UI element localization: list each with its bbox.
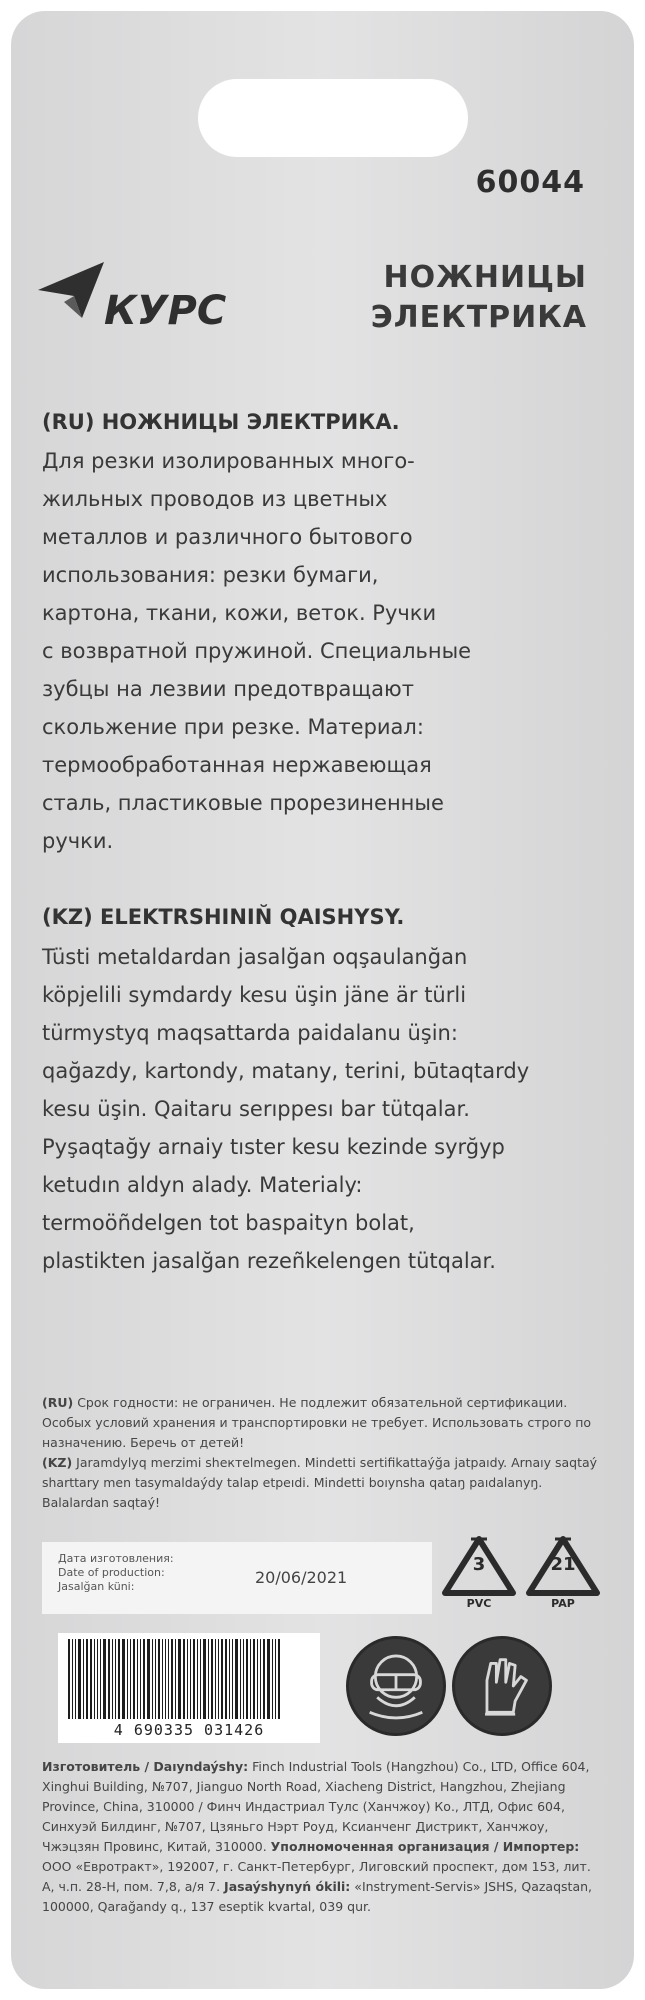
barcode-bar xyxy=(278,1639,280,1719)
ru-line: картона, ткани, кожи, веток. Ручки xyxy=(42,601,437,625)
barcode-bar xyxy=(187,1639,188,1719)
barcode-bar xyxy=(122,1639,125,1719)
kz-description xyxy=(42,938,602,1280)
maker-text: Finch Industrial Tools (Hangzhou) Co., LTD, Office 604, Xinghui Building, №707, Jianguo North Road, Xiacheng District, Hangzhou, Zhejiang Province, China, 310000 / Финч Индастриал Тулс (Ханчжоу) Ко., ЛТД, Офис 604, Синхуэй Билдинг, №707, Цзяньго Нэрт Роуд, Ксианченг Дистрикт, Ханчжоу, Чжэцзян Провинс, Китай, 310000. xyxy=(42,1759,590,1854)
barcode-bar xyxy=(158,1639,160,1719)
barcode-bar xyxy=(155,1639,156,1719)
kz-rep-text: «Instryment-Servis» JSHS, Qazaqstan, 100000, Qarağandy q., 137 eseptik kvartal, 039 qur. xyxy=(42,1879,592,1914)
manufacturer-info xyxy=(42,1757,602,1917)
barcode-bar xyxy=(103,1639,106,1719)
barcode-bar xyxy=(221,1639,223,1719)
barcode-bar xyxy=(127,1639,128,1719)
ru-description xyxy=(42,442,602,860)
kz-line: qağazdy, kartondy, matany, terini, būtaqtardy xyxy=(42,1059,530,1083)
goggles-icon xyxy=(346,1636,446,1736)
kz-line: türmystyq maqsattarda paidalanu üşin: xyxy=(42,1021,458,1045)
kz-line: Pyşaqtağy arnaiy tıster kesu kezinde syrğyp xyxy=(42,1135,505,1159)
kz-line: Tüsti metaldardan jasalğan oqşaulanğan xyxy=(42,945,468,969)
ru-line: металлов и различного бытового xyxy=(42,525,413,549)
logo-arrow-icon xyxy=(38,262,104,318)
production-date-box xyxy=(42,1542,432,1614)
barcode-bar xyxy=(229,1639,230,1719)
ru-line: жильных проводов из цветных xyxy=(42,487,388,511)
barcode-bar xyxy=(246,1639,248,1719)
kz-note-text: Jaramdylyq merzimi sheктelmegen. Mindetti sertifikattaýğa jatpaıdy. Arnaıy saqtaý sharttary men tasymaldaýdy talap etpeıdi. Mindetti boıynsha qataŋ paıdalanyŋ. Balalardan saqtaý! xyxy=(42,1455,598,1510)
title-line-1: НОЖНИЦЫ xyxy=(383,260,587,295)
barcode-bar xyxy=(260,1639,261,1719)
ru-heading: (RU) НОЖНИЦЫ ЭЛЕКТРИКА. xyxy=(42,410,400,434)
barcode-bar xyxy=(218,1639,219,1719)
barcode-bar xyxy=(171,1639,173,1719)
barcode-bar xyxy=(108,1639,110,1719)
barcode-bar xyxy=(94,1639,95,1719)
date-label-kz: Jasalğan küni: xyxy=(58,1580,135,1593)
ru-line: Для резки изолированных много- xyxy=(42,449,415,473)
barcode-bar xyxy=(168,1639,169,1719)
date-label-en: Date of production: xyxy=(58,1566,165,1579)
barcode-bar xyxy=(235,1639,238,1719)
recycle-code: 21 xyxy=(550,1554,576,1575)
barcode-bar xyxy=(203,1639,206,1719)
ru-line: ручки. xyxy=(42,829,114,853)
kz-note xyxy=(42,1453,602,1513)
barcode-bar xyxy=(225,1639,227,1719)
barcode-bar xyxy=(253,1639,255,1719)
maker-label: Изготовитель / Daıyndaýshy: xyxy=(42,1759,249,1774)
hang-hole xyxy=(198,79,468,157)
barcode-bar xyxy=(100,1639,101,1719)
barcode-bar xyxy=(211,1639,213,1719)
production-date-labels xyxy=(58,1552,174,1594)
recycle-label: PAP xyxy=(551,1597,575,1610)
glove-icon xyxy=(452,1636,552,1736)
barcode-bar xyxy=(178,1639,181,1719)
ru-line: с возвратной пружиной. Специальные xyxy=(42,639,472,663)
kz-line: termoöñdelgen tot baspaityn bolat, xyxy=(42,1211,415,1235)
barcode-bar xyxy=(137,1639,138,1719)
ru-line: использования: резки бумаги, xyxy=(42,563,379,587)
barcode-bar xyxy=(140,1639,141,1719)
barcode-bar xyxy=(215,1639,216,1719)
barcode-bar xyxy=(147,1639,150,1719)
barcode-bar xyxy=(183,1639,185,1719)
barcode-bar xyxy=(112,1639,113,1719)
barcode-bar xyxy=(78,1639,81,1719)
barcode-bar xyxy=(118,1639,120,1719)
kz-line: kesu üşin. Qaitaru serıppesı bar tütqalar. xyxy=(42,1097,470,1121)
kz-note-tag: (KZ) xyxy=(42,1455,73,1470)
barcode-bar xyxy=(243,1639,244,1719)
barcode-bar xyxy=(232,1639,233,1719)
barcode-bar xyxy=(267,1639,270,1719)
barcode xyxy=(58,1633,320,1743)
recycle-mark-pap xyxy=(522,1535,604,1620)
ru-note-text: Срок годности: не ограничен. Не подлежит обязательной сертификации. Особых условий хранения и транспортировки не требует. Использовать строго по назначению. Беречь от детей! xyxy=(42,1395,592,1450)
barcode-bar xyxy=(257,1639,258,1719)
barcode-bar xyxy=(193,1639,195,1719)
title-line-2: ЭЛЕКТРИКА xyxy=(370,300,587,335)
ru-line: сталь, пластиковые прорезиненные xyxy=(42,791,444,815)
kz-rep-label: Jasaýshynyń ókili: xyxy=(224,1879,351,1894)
kz-line: ketudın aldyn alady. Materialy: xyxy=(42,1173,363,1197)
barcode-bar xyxy=(133,1639,135,1719)
barcode-bar xyxy=(152,1639,153,1719)
barcode-bar xyxy=(162,1639,163,1719)
recycle-mark-pvc xyxy=(438,1535,520,1620)
barcode-bar xyxy=(143,1639,145,1719)
brand-name: КУРС xyxy=(104,288,227,334)
barcode-bar xyxy=(75,1639,76,1719)
barcode-bar xyxy=(263,1639,265,1719)
barcode-bar xyxy=(197,1639,198,1719)
date-label-ru: Дата изготовления: xyxy=(58,1552,174,1565)
barcode-bar xyxy=(130,1639,131,1719)
barcode-bar xyxy=(86,1639,88,1719)
kz-heading: (KZ) ELEKTRSHININ̆ QAISHYSY. xyxy=(42,905,405,929)
storage-notes xyxy=(42,1393,602,1513)
product-sku: 60044 xyxy=(475,165,585,200)
barcode-bars xyxy=(68,1639,310,1719)
barcode-digits: 4 690335 031426 xyxy=(113,1721,265,1739)
barcode-bar xyxy=(90,1639,92,1719)
barcode-bar xyxy=(115,1639,116,1719)
barcode-bar xyxy=(275,1639,276,1719)
barcode-bar xyxy=(190,1639,191,1719)
barcode-bar xyxy=(240,1639,241,1719)
recycle-code: 3 xyxy=(472,1554,486,1575)
ru-line: скольжение при резке. Материал: xyxy=(42,715,424,739)
barcode-bar xyxy=(208,1639,209,1719)
barcode-bar xyxy=(200,1639,201,1719)
ru-note-tag: (RU) xyxy=(42,1395,74,1410)
barcode-bar xyxy=(165,1639,166,1719)
recycle-label: PVC xyxy=(466,1597,492,1610)
barcode-bar xyxy=(68,1639,70,1719)
kz-line: plastikten jasalğan rezeñkelengen tütqalar. xyxy=(42,1249,496,1273)
importer-label: Уполномоченная организация / Импортер: xyxy=(270,1839,580,1854)
ru-note xyxy=(42,1393,602,1453)
barcode-bar xyxy=(175,1639,176,1719)
ru-line: зубцы на лезвии предотвращают xyxy=(42,677,414,701)
production-date: 20/06/2021 xyxy=(255,1568,348,1587)
barcode-bar xyxy=(72,1639,73,1719)
barcode-bar xyxy=(272,1639,273,1719)
kz-line: köpjelili symdardy kesu üşin jäne är türli xyxy=(42,983,467,1007)
barcode-bar xyxy=(83,1639,84,1719)
ru-line: термообработанная нержавеющая xyxy=(42,753,432,777)
importer-text: ООО «Евротракт», 192007, г. Санкт-Петербург, Лиговский проспект, дом 153, лит. А, ч.п. 28-Н, пом. 7,8, а/я 7. xyxy=(42,1859,591,1894)
barcode-bar xyxy=(250,1639,251,1719)
brand-logo xyxy=(34,248,239,338)
barcode-bar xyxy=(97,1639,98,1719)
product-title xyxy=(371,258,587,338)
